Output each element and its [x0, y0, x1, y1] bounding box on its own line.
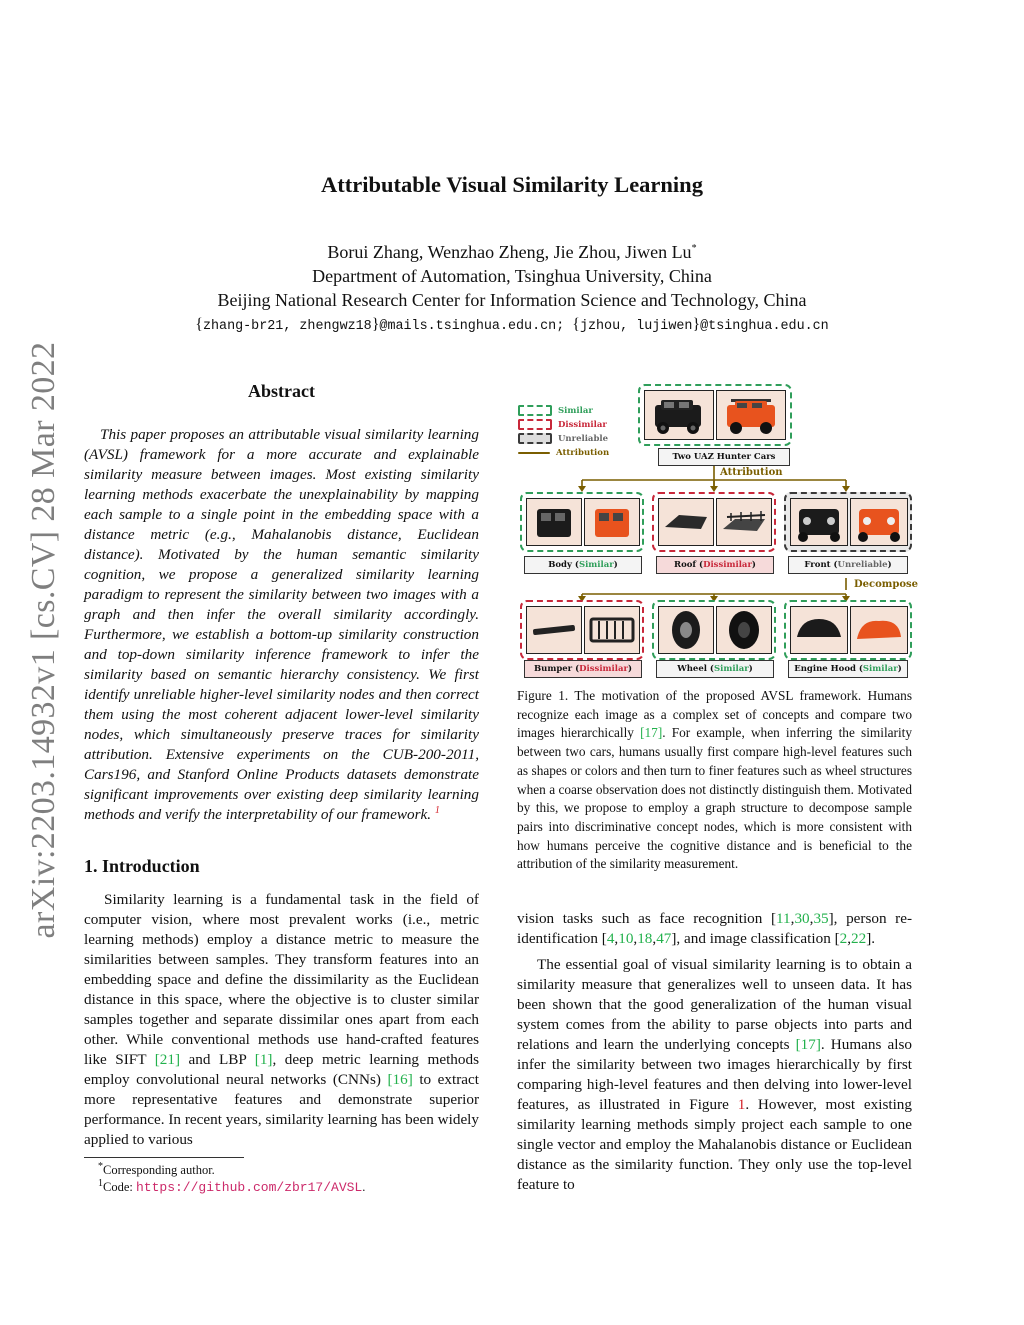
front-orange-image — [850, 498, 908, 546]
roof-rack-image — [716, 498, 772, 546]
footnote-mark-star: * — [98, 1160, 103, 1172]
body-label-name: Body — [548, 560, 572, 570]
legend-unreliable-label: Unreliable — [558, 434, 609, 444]
paper-title: Attributable Visual Similarity Learning — [321, 172, 703, 197]
footnote-rule — [84, 1157, 244, 1158]
decompose-label: Decompose — [854, 579, 919, 590]
caption-citation-17[interactable]: [17] — [640, 725, 663, 741]
wheel-label-status: Similar — [713, 664, 749, 674]
wheel-image-2 — [716, 606, 772, 654]
front-label-status: Unreliable — [837, 560, 888, 570]
citation-4[interactable]: 4 — [606, 930, 615, 947]
legend-attribution-label: Attribution — [556, 448, 610, 458]
arxiv-id: arXiv:2203.14932v1 [cs.CV] 28 Mar 2022 — [25, 341, 62, 939]
right-p2-text-a: The essential goal of visual similarity learning is to obtain a similarity measure that generalizes well to unseen data. It has been shown that the good generalization of the human visual system comes from the ability to parse objects into parts and relations and learn the underlying concepts — [517, 956, 912, 1053]
author-mark: * — [691, 243, 697, 254]
citation-16[interactable]: [16] — [387, 1071, 413, 1088]
citation-35[interactable]: 35 — [813, 910, 829, 927]
bumper-label-status: Dissimilar — [579, 664, 628, 674]
roof-black-image — [658, 498, 714, 546]
abstract-text: This paper proposes an attributable visual similarity learning (AVSL) framework for a more accurate and explainable similarity measure between images. Most existing similarity learning methods exacerbate the unexplainability by mapping each sample to a single point in the embedding space with a distance metric (e.g., Mahalanobis distance, Euclidean distance). Motivated by the human semantic similarity cognition, we propose a generalized similarity learning paradigm to represent the similarity between two images with a graph and then infer the overall similarity accordingly. Furthermore, we establish a bottom-up similarity construction and top-down similarity inference framework to infer the similarity based on semantic hierarchy consistency. We first identify unreliable higher-level similarity nodes and then correct them using the most coherent adjacent lower-level similarity nodes, which simultaneously preserve traces for similarity attribution. Extensive experiments on the CUB-200-2011, Cars196, and Stanford Online Products datasets demonstrate significant improvements over existing deep similarity learning methods and verify the interpretability of our framework. — [84, 426, 479, 823]
front-label-name: Front — [804, 560, 831, 570]
abstract-heading: Abstract — [248, 381, 315, 401]
hood-orange-image — [850, 606, 908, 654]
right-paragraph-1: vision tasks such as face recognition [11,30,35], person re-identification [4,10,18,47], and image classification [2,22]. — [517, 910, 912, 947]
figure-1 — [518, 382, 919, 682]
bumper-label-name: Bumper — [533, 664, 573, 674]
body-label-status: Similar — [578, 560, 614, 570]
right-p2-text-c: . However, most existing similarity learning methods simply project each sample to one single vector and employ the Mahalanobis distance or Euclidean distance as the similarity function. They only use the top-level feature to — [517, 1096, 912, 1193]
caption-text-a: Figure 1. The motivation of the proposed AVSL framework. Humans recognize each image as a complex set of concepts and compare two images hierarchically — [517, 688, 912, 741]
wheel-label: Wheel (Similar) — [656, 660, 774, 678]
abstract-footnote-mark[interactable]: 1 — [434, 804, 440, 816]
top-pair-label: Two UAZ Hunter Cars — [658, 448, 790, 466]
citation-47[interactable]: 47 — [656, 930, 672, 947]
hood-black-image — [790, 606, 848, 654]
footnote-corresponding-text: Corresponding author. — [103, 1163, 215, 1177]
intro-heading: 1. Introduction — [84, 856, 200, 876]
legend-dissimilar-label: Dissimilar — [558, 420, 607, 430]
wheel-label-name: Wheel — [677, 664, 707, 674]
bumper-label: Bumper (Dissimilar) — [524, 660, 642, 678]
footnote-code-end: . — [362, 1180, 366, 1194]
author-line — [0, 242, 1024, 263]
citation-21[interactable]: [21] — [154, 1051, 181, 1068]
intro-paragraph — [84, 890, 479, 1150]
abstract-body — [84, 425, 479, 825]
roof-label-status: Dissimilar — [703, 560, 752, 570]
intro-text-a: Similarity learning is a fundamental task in the field of computer vision, where most prevalent works (i.e., metric learning methods) employ a distance metric to measure the similarities between samples. They transform features into an embedding space and define the dissimilarity as the Euclidean distance in this space, where the objective is to cluster similar samples together and separate dissimilar ones apart from each other. While conventional methods use hand-crafted features like SIFT — [84, 891, 479, 1068]
citation-17[interactable]: [17] — [795, 1036, 821, 1053]
citation-1[interactable]: [1] — [254, 1051, 273, 1068]
hood-label-name: Engine Hood — [794, 664, 856, 674]
caption-text-b: . For example, when inferring the similarity between two cars, humans usually first compare high-level features such as shapes or colors and then turn to finer features such as wheel structures when a coarse observation does not distinctly distinguish them. Motivated by this, we propose to employ a graph structure to decompose sample pairs into discriminative concept nodes, which is more consistent with how humans perceive the cognitive distance and is beneficial to the attribution of the similarity measurement. — [517, 725, 913, 872]
body-orange-image — [584, 498, 640, 546]
figure-caption — [517, 687, 912, 874]
right-text-c: ], and image classification [ — [671, 930, 840, 947]
authors: Borui Zhang, Wenzhao Zheng, Jie Zhou, Jiwen Lu — [327, 242, 692, 262]
footnote-corresponding — [98, 1162, 215, 1178]
attribution-label: Attribution — [720, 467, 783, 478]
body-label: Body (Similar) — [524, 556, 642, 574]
citation-2[interactable]: 2 — [839, 930, 848, 947]
email-part-2[interactable]: @mails.tsinghua.edu.cn; — [379, 319, 573, 334]
footnote-mark-1: 1 — [98, 1177, 103, 1189]
footnote-code — [98, 1179, 365, 1196]
citation-22[interactable]: 22 — [851, 930, 867, 947]
citation-10[interactable]: 10 — [618, 930, 634, 947]
citation-11[interactable]: 11 — [776, 910, 791, 927]
body-black-image — [526, 498, 582, 546]
legend-similar-label: Similar — [558, 406, 593, 416]
front-label: Front (Unreliable) — [788, 556, 908, 574]
affiliation-2: Beijing National Research Center for Information Science and Technology, China — [217, 290, 807, 310]
email-part-4[interactable]: @tsinghua.edu.cn — [700, 319, 829, 334]
email-line: {zhang-br21, zhengwz18}@mails.tsinghua.edu.cn; {jzhou, lujiwen}@tsinghua.edu.cn — [195, 316, 829, 334]
intro-text-c: , deep metric learning methods employ convolutional neural networks (CNNs) — [84, 1051, 479, 1088]
affiliation-1: Department of Automation, Tsinghua University, China — [312, 266, 712, 286]
roof-label: Roof (Dissimilar) — [656, 556, 774, 574]
right-text-d: ]. — [866, 930, 876, 947]
front-black-image — [790, 498, 848, 546]
code-link[interactable]: https://github.com/zbr17/AVSL — [135, 1180, 363, 1195]
right-paragraph-2 — [517, 955, 912, 1195]
right-p2-text-b: . Humans also infer the similarity between two images hierarchically by first comparing high-level features and then delving into lower-level features, as illustrated in Figure — [517, 1036, 912, 1113]
email-part-3[interactable]: jzhou, lujiwen — [579, 319, 693, 334]
footnote-code-label: Code: — [103, 1180, 136, 1194]
citation-18[interactable]: 18 — [637, 930, 653, 947]
hood-label-status: Similar — [862, 664, 898, 674]
bumper-grille-image — [584, 606, 640, 654]
figure-ref-1[interactable]: 1 — [737, 1096, 746, 1113]
right-text-a: vision tasks such as face recognition [ — [517, 910, 777, 927]
intro-text-d: to extract more representative features and demonstrate superior performance. In recent years, similarity learning has been widely applied to various — [84, 1071, 479, 1148]
citation-30[interactable]: 30 — [794, 910, 810, 927]
hood-label: Engine Hood (Similar) — [788, 660, 908, 678]
bumper-black-image — [526, 606, 582, 654]
intro-text-b: and LBP — [180, 1051, 255, 1068]
wheel-image-1 — [658, 606, 714, 654]
right-text-b: ], person re-identification [ — [517, 910, 912, 947]
email-part-1[interactable]: zhang-br21, zhengwz18 — [202, 319, 372, 334]
roof-label-name: Roof — [674, 560, 697, 570]
